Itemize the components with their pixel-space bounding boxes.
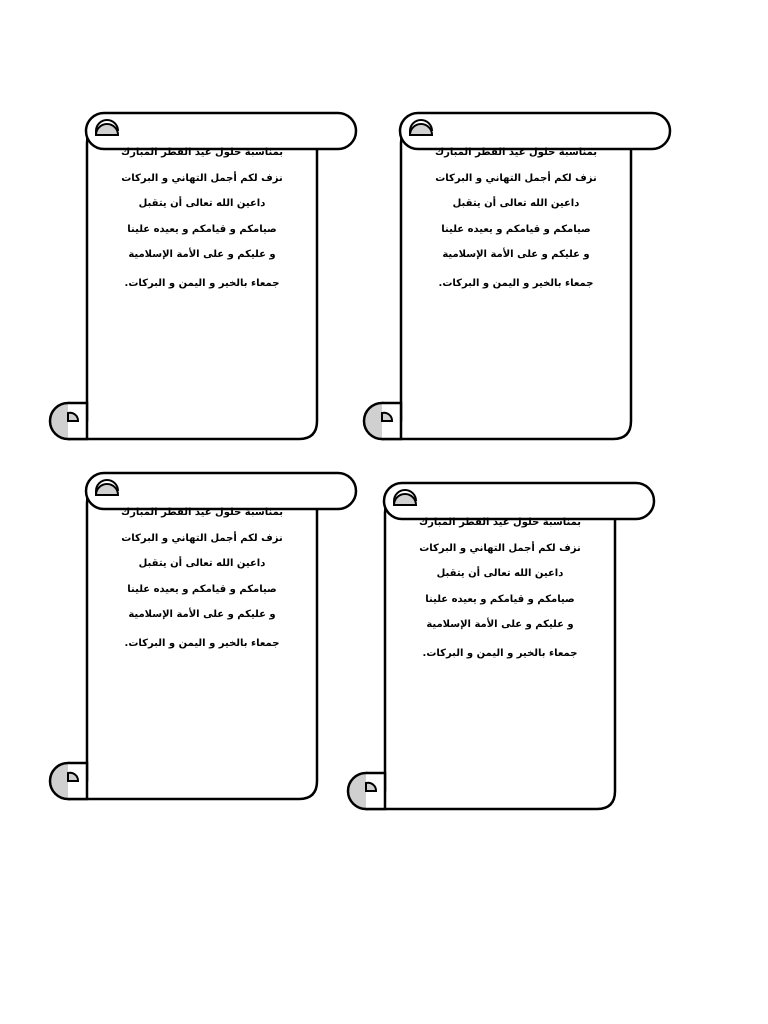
- card-line: بمناسبة حلول عيد الفطر المبارك: [120, 507, 284, 518]
- greeting-card-1: [32, 103, 352, 443]
- scroll-top-roll: [384, 483, 654, 519]
- card-line: نزف لكم أجمل التهاني و البركات: [419, 542, 581, 554]
- card-text: [416, 147, 616, 303]
- scroll-top-roll: [86, 473, 356, 509]
- greeting-card-4: [330, 473, 650, 813]
- card-line: و عليكم و على الأمة الإسلامية: [128, 249, 276, 260]
- card-line: صيامكم و قيامكم و يعيده علينا: [127, 223, 277, 235]
- card-line: جمعاء بالخير و اليمن و البركات.: [438, 277, 594, 289]
- card-line: جمعاء بالخير و اليمن و البركات.: [124, 637, 280, 649]
- greeting-card-2: [346, 103, 666, 443]
- card-line: جمعاء بالخير و اليمن و البركات.: [124, 277, 280, 289]
- greeting-card-3: [32, 463, 352, 803]
- card-line: صيامكم و قيامكم و يعيده علينا: [425, 593, 575, 605]
- card-line: صيامكم و قيامكم و يعيده علينا: [127, 583, 277, 595]
- card-line: و عليكم و على الأمة الإسلامية: [442, 249, 590, 260]
- card-line: و عليكم و على الأمة الإسلامية: [128, 609, 276, 620]
- card-line: نزف لكم أجمل التهاني و البركات: [121, 172, 283, 184]
- scroll-top-roll: [86, 113, 356, 149]
- card-line: داعين الله تعالى أن يتقبل: [452, 198, 580, 209]
- card-line: صيامكم و قيامكم و يعيده علينا: [441, 223, 591, 235]
- card-line: داعين الله تعالى أن يتقبل: [436, 568, 564, 579]
- card-line: جمعاء بالخير و اليمن و البركات.: [422, 647, 578, 659]
- card-text: [102, 147, 302, 303]
- card-line: و عليكم و على الأمة الإسلامية: [426, 619, 574, 630]
- card-text: [400, 517, 600, 673]
- card-line: نزف لكم أجمل التهاني و البركات: [435, 172, 597, 184]
- card-line: نزف لكم أجمل التهاني و البركات: [121, 532, 283, 544]
- scroll-top-roll: [400, 113, 670, 149]
- card-line: بمناسبة حلول عيد الفطر المبارك: [120, 147, 284, 158]
- card-line: داعين الله تعالى أن يتقبل: [138, 198, 266, 209]
- card-line: داعين الله تعالى أن يتقبل: [138, 558, 266, 569]
- card-text: [102, 507, 302, 663]
- card-line: بمناسبة حلول عيد الفطر المبارك: [434, 147, 598, 158]
- card-line: بمناسبة حلول عيد الفطر المبارك: [418, 517, 582, 528]
